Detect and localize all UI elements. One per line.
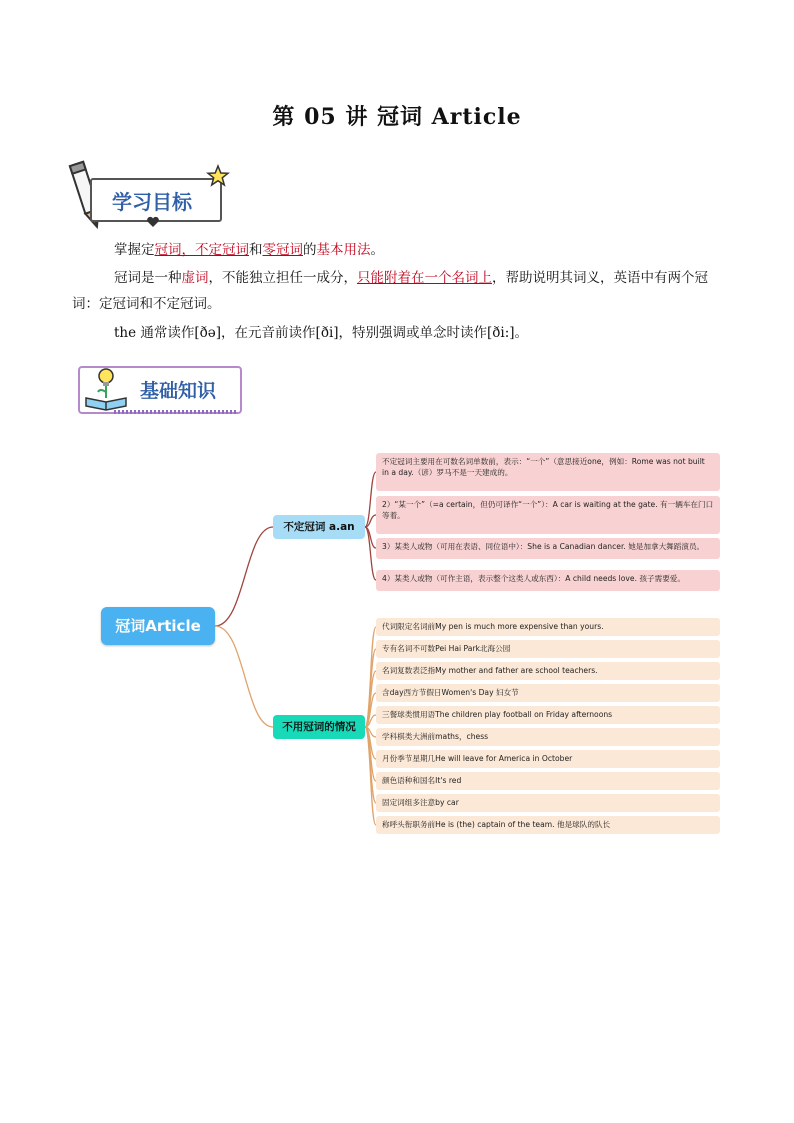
text-run: 掌握定	[114, 242, 155, 258]
indefinite-leaf-1: 不定冠词主要用在可数名词单数前，表示：“一个”（意思接近one，例如：Rome was not built in a day.（谚）罗马不是一天建成的。	[376, 453, 720, 491]
zero-leaf-5: 三餐球类惯用语The children play football on Friday afternoons	[376, 706, 720, 724]
branch-indefinite-article: 不定冠词 a.an	[273, 515, 365, 539]
text-run: ，帮助说明其词义，英语中有两个冠词：定冠词和不定冠词。	[72, 270, 708, 312]
text-run: 冠词是一种	[114, 270, 182, 286]
zero-leaf-3: 名词复数表泛指My mother and father are school teachers.	[376, 662, 720, 680]
page-title: 第 05 讲 冠词 Article	[272, 104, 522, 130]
indefinite-leaf-4: 4）某类人或物（可作主语，表示整个这类人或东西）：A child needs love. 孩子需要爱。	[376, 570, 720, 591]
basics-heading: 基础知识	[140, 380, 217, 402]
zero-leaf-9: 固定词组多注意by car	[376, 794, 720, 812]
indefinite-leaf-3: 3）某类人或物（可用在表语、同位语中）：She is a Canadian dancer. 她是加拿大舞蹈演员。	[376, 538, 720, 559]
branch-zero-article: 不用冠词的情况	[273, 715, 365, 739]
zero-leaf-2: 专有名词不可数Pei Hai Park北海公园	[376, 640, 720, 658]
zero-leaf-8: 颜色语种和国名It's red	[376, 772, 720, 790]
connector-indefinite-leaf-1	[365, 472, 376, 527]
highlight-text: 虚词	[181, 270, 209, 286]
text-run: 和	[249, 242, 263, 258]
text-run: 。	[370, 242, 384, 258]
connector-root-indefinite	[215, 527, 273, 626]
text-run: ，不能独立担任一成分，	[208, 270, 357, 286]
highlight-text: 零冠词	[262, 242, 303, 258]
highlight-text: 基本用法	[316, 242, 371, 258]
connector-root-zero	[215, 626, 273, 727]
zero-leaf-6: 学科棋类大洲前maths，chess	[376, 728, 720, 746]
mindmap-root: 冠词Article	[101, 607, 215, 645]
zero-leaf-7: 月份季节星期几He will leave for America in October	[376, 750, 720, 768]
zero-leaf-10: 称呼头衔职务前He is (the) captain of the team. 他是球队的队长	[376, 816, 720, 834]
objectives-heading: 学习目标	[112, 190, 192, 214]
zero-leaf-1: 代词限定名词前My pen is much more expensive than yours.	[376, 618, 720, 636]
objective-paragraph-3: the 通常读作[ðə]，在元音前读作[ði]，特别强调或单念时读作[ði:]。	[114, 325, 529, 341]
indefinite-leaf-2: 2）“某一个”（=a certain，但仍可译作“一个”）：A car is waiting at the gate. 有一辆车在门口等着。	[376, 496, 720, 534]
highlight-text: 冠词，不定冠词	[154, 242, 249, 258]
highlight-text: 只能附着在一个名词上	[357, 270, 492, 286]
text-run: 的	[303, 242, 317, 258]
zero-leaf-4: 含day西方节假日Women's Day 妇女节	[376, 684, 720, 702]
